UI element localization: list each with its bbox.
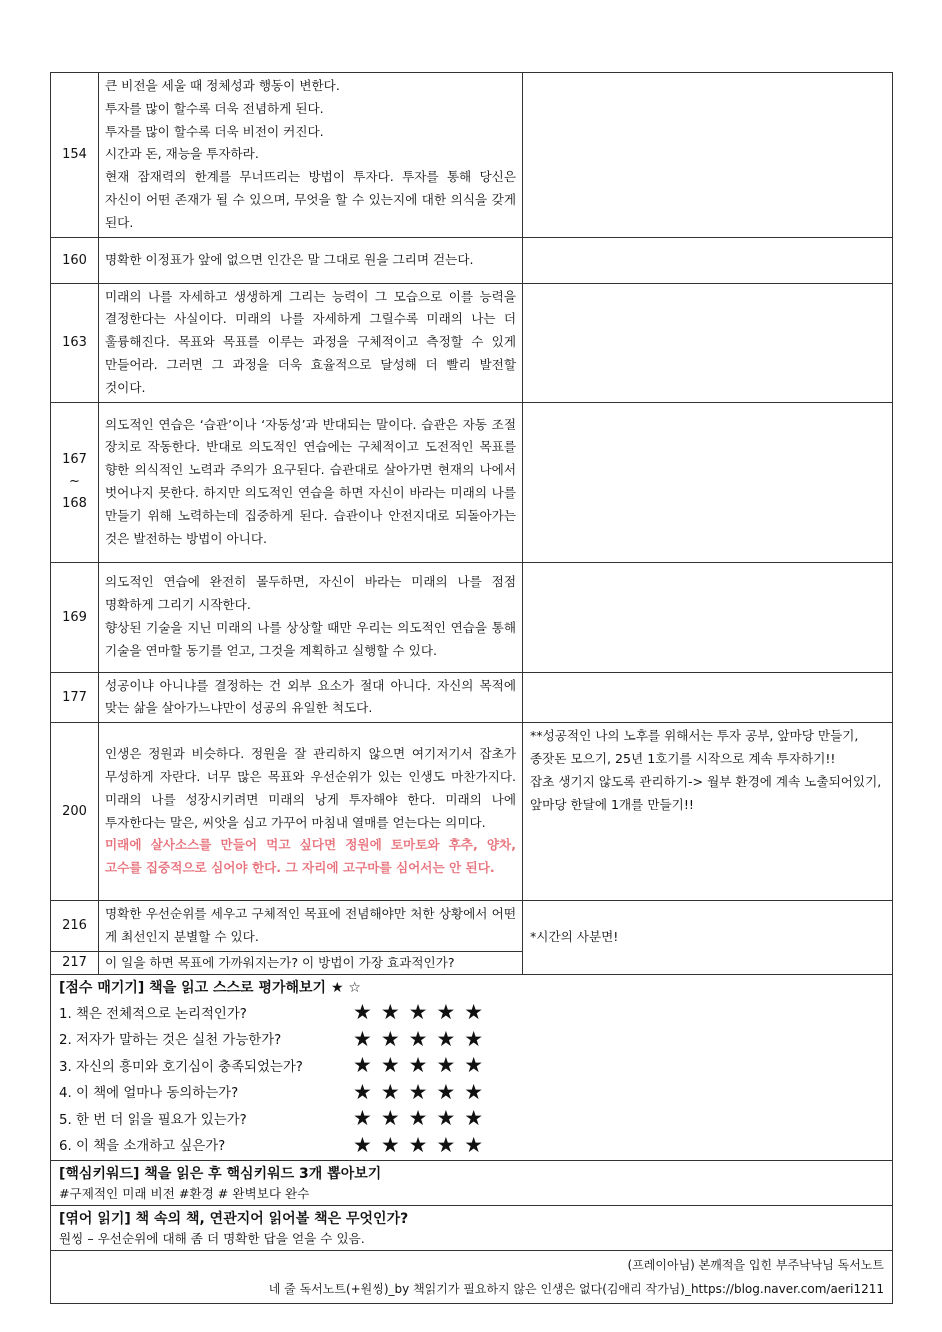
table-row (51, 672, 893, 723)
table-row (51, 283, 893, 402)
rating-question: 2. 저자가 말하는 것은 실천 가능한가? (59, 1033, 282, 1048)
rating-section (50, 975, 893, 1161)
rating-row (59, 1131, 884, 1158)
reading-note-sheet (50, 72, 893, 1304)
page-number: 169 (51, 562, 99, 672)
rating-row (59, 1052, 884, 1079)
footer-line: (프레이아님) 본깨적을 입힌 부주낙낙님 독서노트 (627, 1257, 884, 1272)
rating-question: 3. 자신의 흥미와 호기심이 충족되었는가? (59, 1059, 303, 1075)
page-number: 177 (51, 672, 99, 723)
quote-text: 이 일을 하면 목표에 가까워지는가? 이 방법이 가장 효과적인가? (99, 951, 523, 974)
note-cell (523, 283, 893, 402)
rating-row (59, 1078, 884, 1105)
related-reading-title: [엮어 읽기] 책 속의 책, 연관지어 읽어볼 책은 무엇인가? (59, 1210, 409, 1227)
page-number: 216 (51, 901, 99, 952)
star-rating: ★★★★★ (353, 1132, 493, 1157)
keywords-section (50, 1161, 893, 1206)
star-rating: ★★★★★ (353, 1053, 493, 1077)
rating-question: 5. 한 번 더 읽을 필요가 있는가? (59, 1112, 247, 1128)
star-rating: ★★★★★ (353, 1026, 493, 1051)
table-row (51, 237, 893, 283)
note-cell (523, 402, 893, 562)
table-row (51, 73, 893, 238)
rating-question: 6. 이 책을 소개하고 싶은가? (59, 1139, 226, 1154)
table-row (51, 562, 893, 672)
note-cell: *시간의 사분면! (523, 901, 893, 975)
rating-question: 1. 책은 전체적으로 논리적인가? (59, 1006, 247, 1022)
quote-text: 성공이냐 아니냐를 결정하는 건 외부 요소가 절대 아니다. 자신의 목적에 맞는 삶을 살아가느냐만이 성공의 유일한 척도다. (99, 672, 523, 723)
related-reading-section (50, 1206, 893, 1251)
quote-text: 의도적인 연습에 완전히 몰두하면, 자신이 바라는 미래의 나를 점점 명확하게 그리기 시작한다. 향상된 기술을 지닌 미래의 나를 상상할 때만 우리는 의도적인 연습을 통해 기술을 연마할 동기를 얻고, 그것을 계획하고 실행할 수 있다. (99, 562, 523, 672)
note-cell (523, 562, 893, 672)
star-rating: ★★★★★ (353, 1000, 493, 1024)
quote-text: 의도적인 연습은 ‘습관’이나 ‘자동성’과 반대되는 말이다. 습관은 자동 조절 장치로 작동한다. 반대로 의도적인 연습에는 구체적이고 도전적인 목표를 향한 의식적인 노력과 주의가 요구된다. 습관대로 살아가면 현재의 나에서 벗어나지 못한다. 하지만 의도적인 연습을 하면 자신이 바라는 미래의 나를 만들기 위해 노력하는데 집중하게 된다. 습관이나 안전지대로 되돌아가는 것은 발전하는 방법이 아니다. (99, 402, 523, 562)
rating-title: [점수 매기기] 책을 읽고 스스로 평가해보기 ★ ☆ (59, 979, 361, 996)
star-rating: ★★★★★ (353, 1079, 493, 1104)
related-reading-text: 원씽 – 우선순위에 대해 좀 더 명확한 답을 얻을 수 있음. (59, 1230, 365, 1246)
page-number: 200 (51, 723, 99, 901)
quote-text: 명확한 우선순위를 세우고 구체적인 목표에 전념해야만 처한 상황에서 어떤 게 최선인지 분별할 수 있다. (99, 901, 523, 952)
quote-text: 큰 비전을 세울 때 정체성과 행동이 변한다. 투자를 많이 할수록 더욱 전념하게 된다. 투자를 많이 할수록 더욱 비전이 커진다. 시간과 돈, 재능을 투자하라. 현재 잠재력의 한계를 무너뜨리는 방법이 투자다. 투자를 통해 당신은 자신이 어떤 존재가 될 수 있으며, 무엇을 할 수 있는지에 대한 의식을 갖게 된다. (99, 73, 523, 238)
footer-credit (50, 1251, 893, 1304)
page-number: 217 (51, 951, 99, 974)
table-row (51, 723, 893, 901)
note-cell: **성공적인 나의 노후를 위해서는 투자 공부, 앞마당 만들기, 종잣돈 모으기, 25년 1호기를 시작으로 계속 투자하기!! 잡초 생기지 않도록 관리하기-> 월부 환경에 계속 노출되어있기, 앞마당 한달에 1개를 만들기!! (523, 723, 893, 901)
page-range: 167 ~ 168 (51, 402, 99, 562)
table-row (51, 901, 893, 952)
keywords-text: #구제적인 미래 비전 #환경 # 완벽보다 완수 (59, 1185, 310, 1201)
rating-row (59, 999, 884, 1026)
rating-row (59, 1105, 884, 1132)
page-number: 160 (51, 237, 99, 283)
quote-text: 명확한 이정표가 앞에 없으면 인간은 말 그대로 원을 그리며 걷는다. (99, 237, 523, 283)
star-rating: ★★★★★ (353, 1106, 493, 1130)
quote-text: 미래의 나를 자세하고 생생하게 그리는 능력이 그 모습으로 이를 능력을 결정한다는 사실이다. 미래의 나를 자세하게 그릴수록 미래의 나는 더 훌륭해진다. 목표와 목표를 이루는 과정을 구체적이고 측정할 수 있게 만들어라. 그러면 그 과정을 더욱 효율적으로 달성해 더 빨리 발전할 것이다. (99, 283, 523, 402)
rating-question: 4. 이 책에 얼마나 동의하는가? (59, 1086, 239, 1101)
note-cell (523, 237, 893, 283)
quote-text: 인생은 정원과 비슷하다. 정원을 잘 관리하지 않으면 여기저기서 잡초가 무성하게 자란다. 너무 많은 목표와 우선순위가 있는 인생도 마찬가지다. 미래의 나를 성장시키려면 미래의 낭게 투자해야 한다. 미래의 나에 투자한다는 말은, 씨앗을 심고 가꾸어 마침내 열매를 얻는다는 의미다. 미래에 살사소스를 만들어 먹고 싶다면 정원에 토마토와 후추, 양차, 고수를 집중적으로 심어야 한다. 그 자리에 고구마를 심어서는 안 된다. (99, 723, 523, 901)
quote-table (50, 72, 893, 975)
table-row (51, 402, 893, 562)
rating-row (59, 1025, 884, 1052)
highlighted-quote: 미래에 살사소스를 만들어 먹고 싶다면 정원에 토마토와 후추, 양차, 고수를 집중적으로 심어야 한다. 그 자리에 고구마를 심어서는 안 된다. (105, 837, 516, 876)
note-cell (523, 672, 893, 723)
keywords-title: [핵심키워드] 책을 읽은 후 핵심키워드 3개 뽑아보기 (59, 1165, 382, 1182)
footer-line: 네 줄 독서노트(+원씽)_by 책읽기가 필요하지 않은 인생은 없다(김애리 작가님)_https://blog.naver.com/aeri1211 (268, 1281, 884, 1296)
page-number: 154 (51, 73, 99, 238)
page-number: 163 (51, 283, 99, 402)
note-cell (523, 73, 893, 238)
